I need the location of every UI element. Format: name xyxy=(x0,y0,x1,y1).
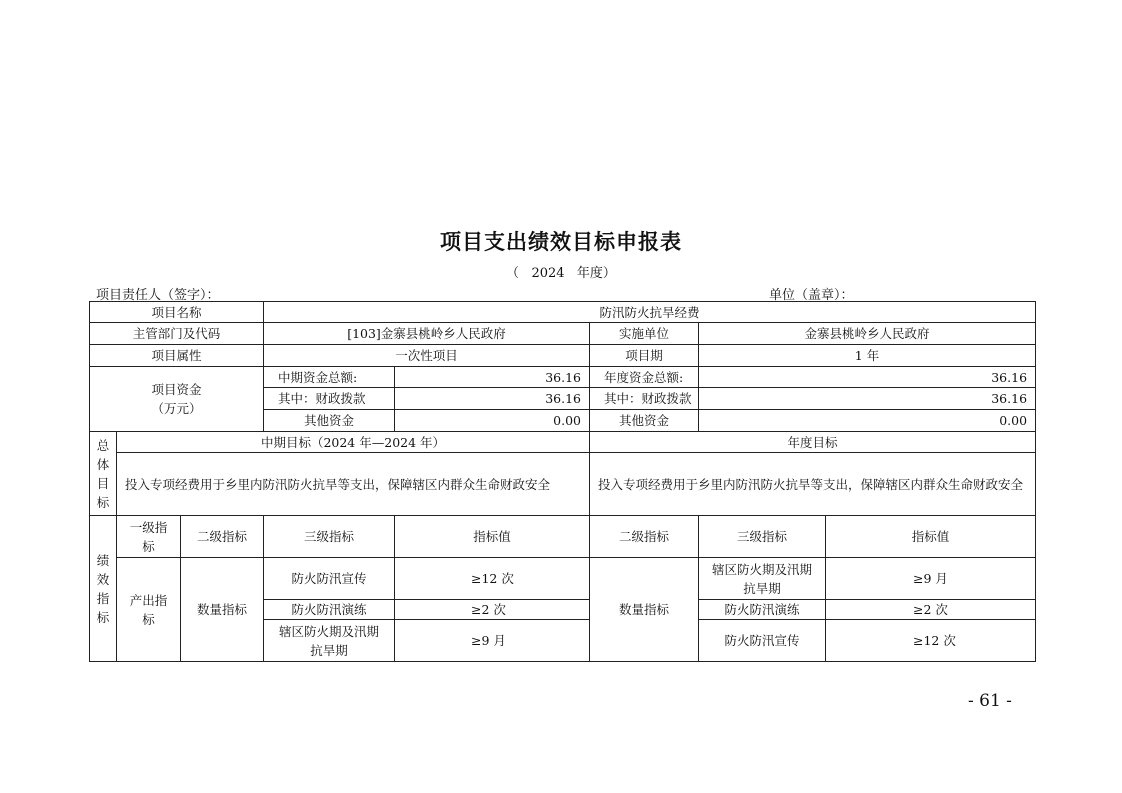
overall-side-char: 标 xyxy=(96,494,110,510)
unit-seal-label: 单位（盖章）： xyxy=(769,288,854,303)
page-number: - 61 - xyxy=(968,691,1012,711)
dept-value: [103]金寨县桃岭乡人民政府 xyxy=(264,323,590,345)
mid-indicator-value: ≥9 月 xyxy=(395,620,590,662)
mid-indicator-line1: 防火防汛演练 xyxy=(291,602,367,617)
year-total-value: 36.16 xyxy=(699,367,1036,388)
year-other-value: 0.00 xyxy=(699,410,1036,432)
mid-indicator-name xyxy=(264,620,395,662)
dept-label: 主管部门及代码 xyxy=(90,323,264,345)
mid-other-label: 其他资金 xyxy=(264,410,395,432)
department-row xyxy=(90,323,1036,345)
perf-side-char: 指 xyxy=(96,590,110,606)
form-title: 项目支出绩效目标申报表 xyxy=(440,229,682,254)
mid-indicator-line1: 防火防汛宣传 xyxy=(291,571,367,586)
mid-indicator-name xyxy=(264,600,395,620)
annual-indicator-line1: 防火防汛演练 xyxy=(724,602,800,617)
performance-target-table xyxy=(89,301,1036,662)
year-total-label: 年度资金总额: xyxy=(590,367,699,388)
mid-indicator-line2: 抗旱期 xyxy=(310,642,348,658)
level3-header-annual: 三级指标 xyxy=(699,516,826,558)
period-value: 1 年 xyxy=(699,345,1036,367)
annual-indicator-line1: 防火防汛宣传 xyxy=(724,633,800,648)
mid-other-value: 0.00 xyxy=(395,410,590,432)
level2-quantity: 数量指标 xyxy=(181,558,264,662)
level2-header-annual: 二级指标 xyxy=(590,516,699,558)
project-name-label: 项目名称 xyxy=(90,302,264,323)
attr-value: 一次性项目 xyxy=(264,345,590,367)
perf-side-char: 绩 xyxy=(96,552,110,568)
level1-output xyxy=(117,558,181,662)
impl-value: 金寨县桃岭乡人民政府 xyxy=(699,323,1036,345)
funds-label xyxy=(90,367,264,432)
mid-indicator-value: ≥2 次 xyxy=(395,600,590,620)
responsible-signature-label: 项目责任人（签字）： xyxy=(96,288,220,303)
impl-label: 实施单位 xyxy=(590,323,699,345)
annual-indicator-line1: 辖区防火期及汛期 xyxy=(711,561,812,577)
overall-side-char: 体 xyxy=(96,456,110,472)
overall-header-row xyxy=(90,432,1036,453)
annual-indicator-line2: 抗旱期 xyxy=(743,580,781,596)
perf-side-char: 标 xyxy=(96,609,110,625)
funds-label-line1: 项目资金 xyxy=(151,382,202,397)
annual-indicator-value: ≥2 次 xyxy=(826,600,1036,620)
level1-header-line1: 一级指 xyxy=(129,519,168,535)
annual-indicator-name xyxy=(699,600,826,620)
annual-goal-header: 年度目标 xyxy=(590,432,1036,453)
mid-term-goal-text: 投入专项经费用于乡里内防汛防火抗旱等支出，保障辖区内群众生命财政安全 xyxy=(117,453,590,516)
mid-total-label: 中期资金总额: xyxy=(264,367,395,388)
mid-term-goal-header: 中期目标（2024 年—2024 年） xyxy=(117,432,590,453)
year-text: （ 2024 年度） xyxy=(506,266,616,281)
year-fiscal-label: 其中：财政拨款 xyxy=(590,388,699,410)
value-header-annual: 指标值 xyxy=(826,516,1036,558)
value-header: 指标值 xyxy=(395,516,590,558)
attr-label: 项目属性 xyxy=(90,345,264,367)
year-fiscal-value: 36.16 xyxy=(699,388,1036,410)
mid-indicator-value: ≥12 次 xyxy=(395,558,590,600)
annual-indicator-value: ≥12 次 xyxy=(826,620,1036,662)
indicator-header-row xyxy=(90,516,1036,558)
level1-output-line2: 标 xyxy=(142,611,155,627)
level1-header xyxy=(117,516,181,558)
mid-fiscal-label: 其中：财政拨款 xyxy=(264,388,395,410)
mid-fiscal-value: 36.16 xyxy=(395,388,590,410)
funds-total-row xyxy=(90,367,1036,388)
level1-header-line2: 标 xyxy=(142,538,155,554)
attribute-row xyxy=(90,345,1036,367)
mid-total-value: 36.16 xyxy=(395,367,590,388)
level3-header: 三级指标 xyxy=(264,516,395,558)
annual-indicator-value: ≥9 月 xyxy=(826,558,1036,600)
mid-indicator-line1: 辖区防火期及汛期 xyxy=(278,623,379,639)
project-name-value: 防汛防火抗旱经费 xyxy=(264,302,1036,323)
year-line xyxy=(0,262,1122,281)
overall-side-char: 总 xyxy=(96,437,110,453)
level1-output-line1: 产出指 xyxy=(129,592,168,608)
period-label: 项目期 xyxy=(590,345,699,367)
overall-goal-row xyxy=(90,453,1036,516)
project-name-row xyxy=(90,302,1036,323)
annual-indicator-name xyxy=(699,620,826,662)
perf-side-char: 效 xyxy=(96,571,110,587)
level2-header: 二级指标 xyxy=(181,516,264,558)
perf-side-label xyxy=(90,516,117,662)
funds-label-line2: （万元） xyxy=(151,401,202,416)
overall-side-label xyxy=(90,432,117,516)
level2-quantity-annual: 数量指标 xyxy=(590,558,699,662)
annual-goal-text: 投入专项经费用于乡里内防汛防火抗旱等支出，保障辖区内群众生命财政安全 xyxy=(590,453,1036,516)
mid-indicator-name xyxy=(264,558,395,600)
overall-side-char: 目 xyxy=(96,475,110,491)
indicator-row xyxy=(90,558,1036,600)
year-other-label: 其他资金 xyxy=(590,410,699,432)
annual-indicator-name xyxy=(699,558,826,600)
